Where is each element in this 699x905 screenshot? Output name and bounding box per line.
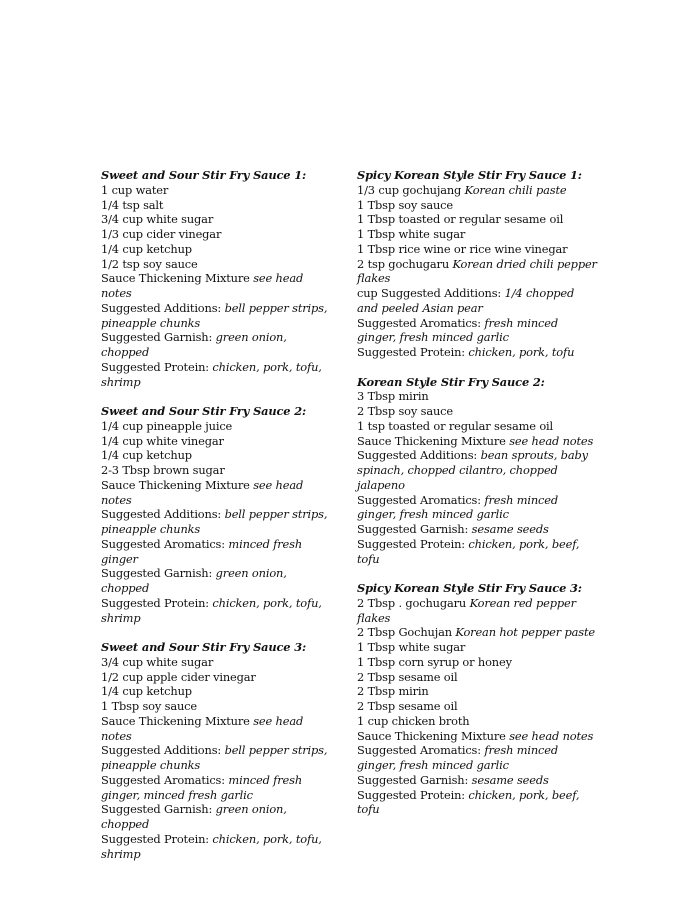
ingredient-line — [101, 832, 333, 862]
line-text: Suggested Garnish: — [101, 802, 216, 817]
ingredient-line — [357, 434, 597, 449]
line-note: chicken, pork, tofu, shrimp — [101, 831, 322, 861]
ingredient-line — [357, 212, 597, 227]
line-note: Korean hot pepper paste — [455, 625, 596, 640]
line-text: 1/3 cup gochujang — [357, 182, 465, 197]
right-column — [357, 168, 597, 832]
line-text: 2 tsp gochugaru — [357, 256, 453, 271]
line-note: chicken, pork, tofu, shrimp — [101, 595, 322, 625]
ingredient-line — [101, 596, 333, 626]
ingredient-line — [357, 419, 597, 434]
ingredient-line — [357, 242, 597, 257]
recipe-title: Spicy Korean Style Stir Fry Sauce 3: — [357, 581, 582, 595]
ingredient-line — [101, 183, 333, 198]
line-note: 1/4 chopped and peeled Asian pear — [357, 286, 575, 315]
ingredient-line — [357, 625, 597, 640]
line-text: Suggested Protein: — [101, 359, 213, 374]
line-text: Suggested Protein: — [357, 536, 469, 551]
line-note: fresh minced ginger, fresh minced garlic — [357, 315, 559, 345]
ingredient-line — [101, 743, 333, 773]
ingredient-line — [357, 316, 597, 346]
ingredient-line — [357, 743, 597, 773]
line-text: 1/2 tsp soy sauce — [101, 256, 198, 271]
ingredient-line — [101, 257, 333, 272]
ingredient-line — [357, 183, 597, 198]
ingredient-line — [101, 699, 333, 714]
line-text: 3/4 cup white sugar — [101, 654, 214, 669]
line-text: cup Suggested Additions: — [357, 286, 505, 300]
line-note: Korean red pepper flakes — [357, 595, 576, 625]
ingredient-line — [357, 286, 597, 316]
ingredient-line — [357, 404, 597, 419]
ingredient-line — [357, 493, 597, 523]
ingredient-line — [101, 448, 333, 463]
ingredient-line — [357, 699, 597, 714]
line-note: bell pepper strips, pineapple chunks — [101, 300, 328, 330]
line-text: 1 Tbsp toasted or regular sesame oil — [357, 212, 564, 227]
line-note: green onion, chopped — [101, 802, 287, 831]
line-text: Sauce Thickening Mixture — [101, 477, 254, 492]
ingredient-line — [101, 212, 333, 227]
ingredient-line — [101, 198, 333, 213]
line-text: Suggested Aromatics: — [357, 492, 485, 507]
recipe-title: Sweet and Sour Stir Fry Sauce 3: — [101, 640, 307, 654]
ingredient-line — [357, 389, 597, 404]
ingredient-line — [357, 448, 597, 492]
line-text: 1/4 cup ketchup — [101, 448, 192, 463]
line-note: Korean dried chili pepper flakes — [357, 256, 597, 286]
line-text: 2 Tbsp mirin — [357, 684, 429, 699]
line-text: 3/4 cup white sugar — [101, 212, 214, 227]
line-note: see head notes — [101, 713, 304, 743]
line-text: Suggested Aromatics: — [101, 772, 229, 787]
recipe-title: Sweet and Sour Stir Fry Sauce 2: — [101, 404, 307, 418]
line-text: Suggested Aromatics: — [357, 315, 485, 330]
line-text: 1 Tbsp white sugar — [357, 227, 466, 241]
line-note: see head notes — [509, 433, 594, 448]
ingredient-line — [357, 640, 597, 655]
line-text: 2 Tbsp soy sauce — [357, 404, 453, 418]
line-note: bell pepper strips, pineapple chunks — [101, 743, 328, 772]
ingredient-line — [101, 301, 333, 331]
ingredient-line — [357, 773, 597, 788]
line-text: Suggested Garnish: — [357, 772, 472, 787]
line-note: bean sprouts, baby spinach, chopped cilantro, chopped jalapeno — [357, 448, 588, 492]
ingredient-line — [101, 507, 333, 537]
line-text: Suggested Protein: — [101, 595, 213, 610]
ingredient-line — [101, 773, 333, 803]
ingredient-line — [101, 566, 333, 596]
recipe-korean-style-stir-fry-sauce-2 — [357, 375, 597, 567]
line-text: 1 cup chicken broth — [357, 713, 470, 728]
ingredient-line — [101, 670, 333, 685]
ingredient-line — [357, 345, 597, 360]
ingredient-line — [101, 330, 333, 360]
ingredient-line — [357, 537, 597, 567]
ingredient-line — [101, 463, 333, 478]
ingredient-line — [357, 729, 597, 744]
ingredient-line — [101, 478, 333, 508]
line-text: Sauce Thickening Mixture — [101, 271, 254, 286]
line-note: fresh minced ginger, fresh minced garlic — [357, 492, 559, 522]
ingredient-line — [357, 257, 597, 287]
line-text: Sauce Thickening Mixture — [357, 433, 510, 448]
line-text: 2-3 Tbsp brown sugar — [101, 463, 225, 477]
ingredient-line — [101, 419, 333, 434]
line-text: 2 Tbsp sesame oil — [357, 669, 458, 684]
line-note: fresh minced ginger, fresh minced garlic — [357, 743, 559, 772]
ingredient-line — [357, 596, 597, 626]
line-note: see head notes — [509, 728, 594, 743]
ingredient-line — [101, 714, 333, 744]
line-text: 1 cup water — [101, 182, 169, 197]
recipe-title: Spicy Korean Style Stir Fry Sauce 1: — [357, 168, 582, 182]
line-text: 1/4 cup pineapple juice — [101, 418, 233, 433]
line-text: Suggested Aromatics: — [101, 536, 229, 551]
ingredient-line — [101, 684, 333, 699]
line-text: Sauce Thickening Mixture — [101, 713, 254, 728]
ingredient-line — [357, 684, 597, 699]
line-text: 2 Tbsp Gochujan — [357, 625, 456, 640]
ingredient-line — [357, 522, 597, 537]
line-text: Suggested Garnish: — [357, 522, 472, 536]
line-text: 2 Tbsp . gochugaru — [357, 595, 470, 610]
ingredient-line — [101, 655, 333, 670]
line-note: chicken, pork, tofu, shrimp — [101, 359, 322, 389]
line-text: Suggested Garnish: — [101, 330, 216, 345]
ingredient-line — [101, 802, 333, 832]
line-text: 1 Tbsp white sugar — [357, 640, 466, 654]
line-note: chicken, pork, beef, tofu — [357, 536, 580, 566]
line-text: 1 Tbsp soy sauce — [101, 699, 197, 713]
line-text: 1/4 cup ketchup — [101, 241, 192, 256]
line-note: see head notes — [101, 477, 304, 507]
recipe-sweet-and-sour-stir-fry-sauce-2 — [101, 404, 333, 625]
line-text: 1/4 cup white vinegar — [101, 433, 224, 448]
ingredient-line — [357, 655, 597, 670]
line-text: Suggested Aromatics: — [357, 743, 485, 758]
line-text: Suggested Garnish: — [101, 566, 216, 581]
line-text: Suggested Additions: — [101, 743, 225, 758]
line-note: see head notes — [101, 271, 304, 300]
line-text: 1/4 tsp salt — [101, 197, 164, 212]
line-text: Suggested Protein: — [101, 831, 213, 846]
recipe-title: Sweet and Sour Stir Fry Sauce 1: — [101, 168, 307, 182]
recipe-spicy-korean-style-stir-fry-sauce-1 — [357, 168, 597, 360]
ingredient-line — [357, 670, 597, 685]
line-text: Suggested Protein: — [357, 345, 469, 359]
line-text: 1/3 cup cider vinegar — [101, 227, 222, 241]
line-note: sesame seeds — [471, 772, 549, 787]
ingredient-line — [101, 271, 333, 301]
line-note: sesame seeds — [471, 522, 549, 536]
ingredient-line — [357, 198, 597, 213]
line-text: Suggested Additions: — [101, 300, 225, 315]
line-text: Sauce Thickening Mixture — [357, 728, 510, 743]
ingredient-line — [101, 227, 333, 242]
line-text: 1 Tbsp soy sauce — [357, 197, 453, 212]
line-note: chicken, pork, beef, tofu — [357, 787, 580, 817]
line-text: 1 Tbsp rice wine or rice wine vinegar — [357, 241, 568, 256]
recipe-title: Korean Style Stir Fry Sauce 2: — [357, 374, 545, 389]
ingredient-line — [101, 537, 333, 567]
line-text: 2 Tbsp sesame oil — [357, 699, 458, 713]
line-text: 1/2 cup apple cider vinegar — [101, 669, 256, 684]
ingredient-line — [357, 788, 597, 818]
line-text: Suggested Additions: — [357, 448, 481, 463]
ingredient-line — [101, 434, 333, 449]
recipe-sweet-and-sour-stir-fry-sauce-1 — [101, 168, 333, 389]
ingredient-line — [357, 714, 597, 729]
line-text: 3 Tbsp mirin — [357, 389, 429, 404]
line-text: Suggested Protein: — [357, 787, 469, 802]
ingredient-line — [101, 360, 333, 390]
line-note: chicken, pork, tofu — [468, 345, 575, 359]
recipe-sweet-and-sour-stir-fry-sauce-3 — [101, 640, 333, 861]
line-note: green onion, chopped — [101, 330, 287, 359]
left-column — [101, 168, 333, 876]
recipe-spicy-korean-style-stir-fry-sauce-3 — [357, 581, 597, 817]
line-text: Suggested Additions: — [101, 507, 225, 522]
line-note: bell pepper strips, pineapple chunks — [101, 507, 328, 536]
line-note: minced fresh ginger, minced fresh garlic — [101, 772, 303, 802]
line-text: 1 tsp toasted or regular sesame oil — [357, 418, 554, 433]
line-text: 1/4 cup ketchup — [101, 684, 192, 699]
ingredient-line — [101, 242, 333, 257]
line-note: green onion, chopped — [101, 566, 287, 595]
ingredient-line — [357, 227, 597, 242]
line-note: minced fresh ginger — [101, 536, 303, 566]
line-note: Korean chili paste — [464, 182, 567, 197]
line-text: 1 Tbsp corn syrup or honey — [357, 654, 512, 669]
